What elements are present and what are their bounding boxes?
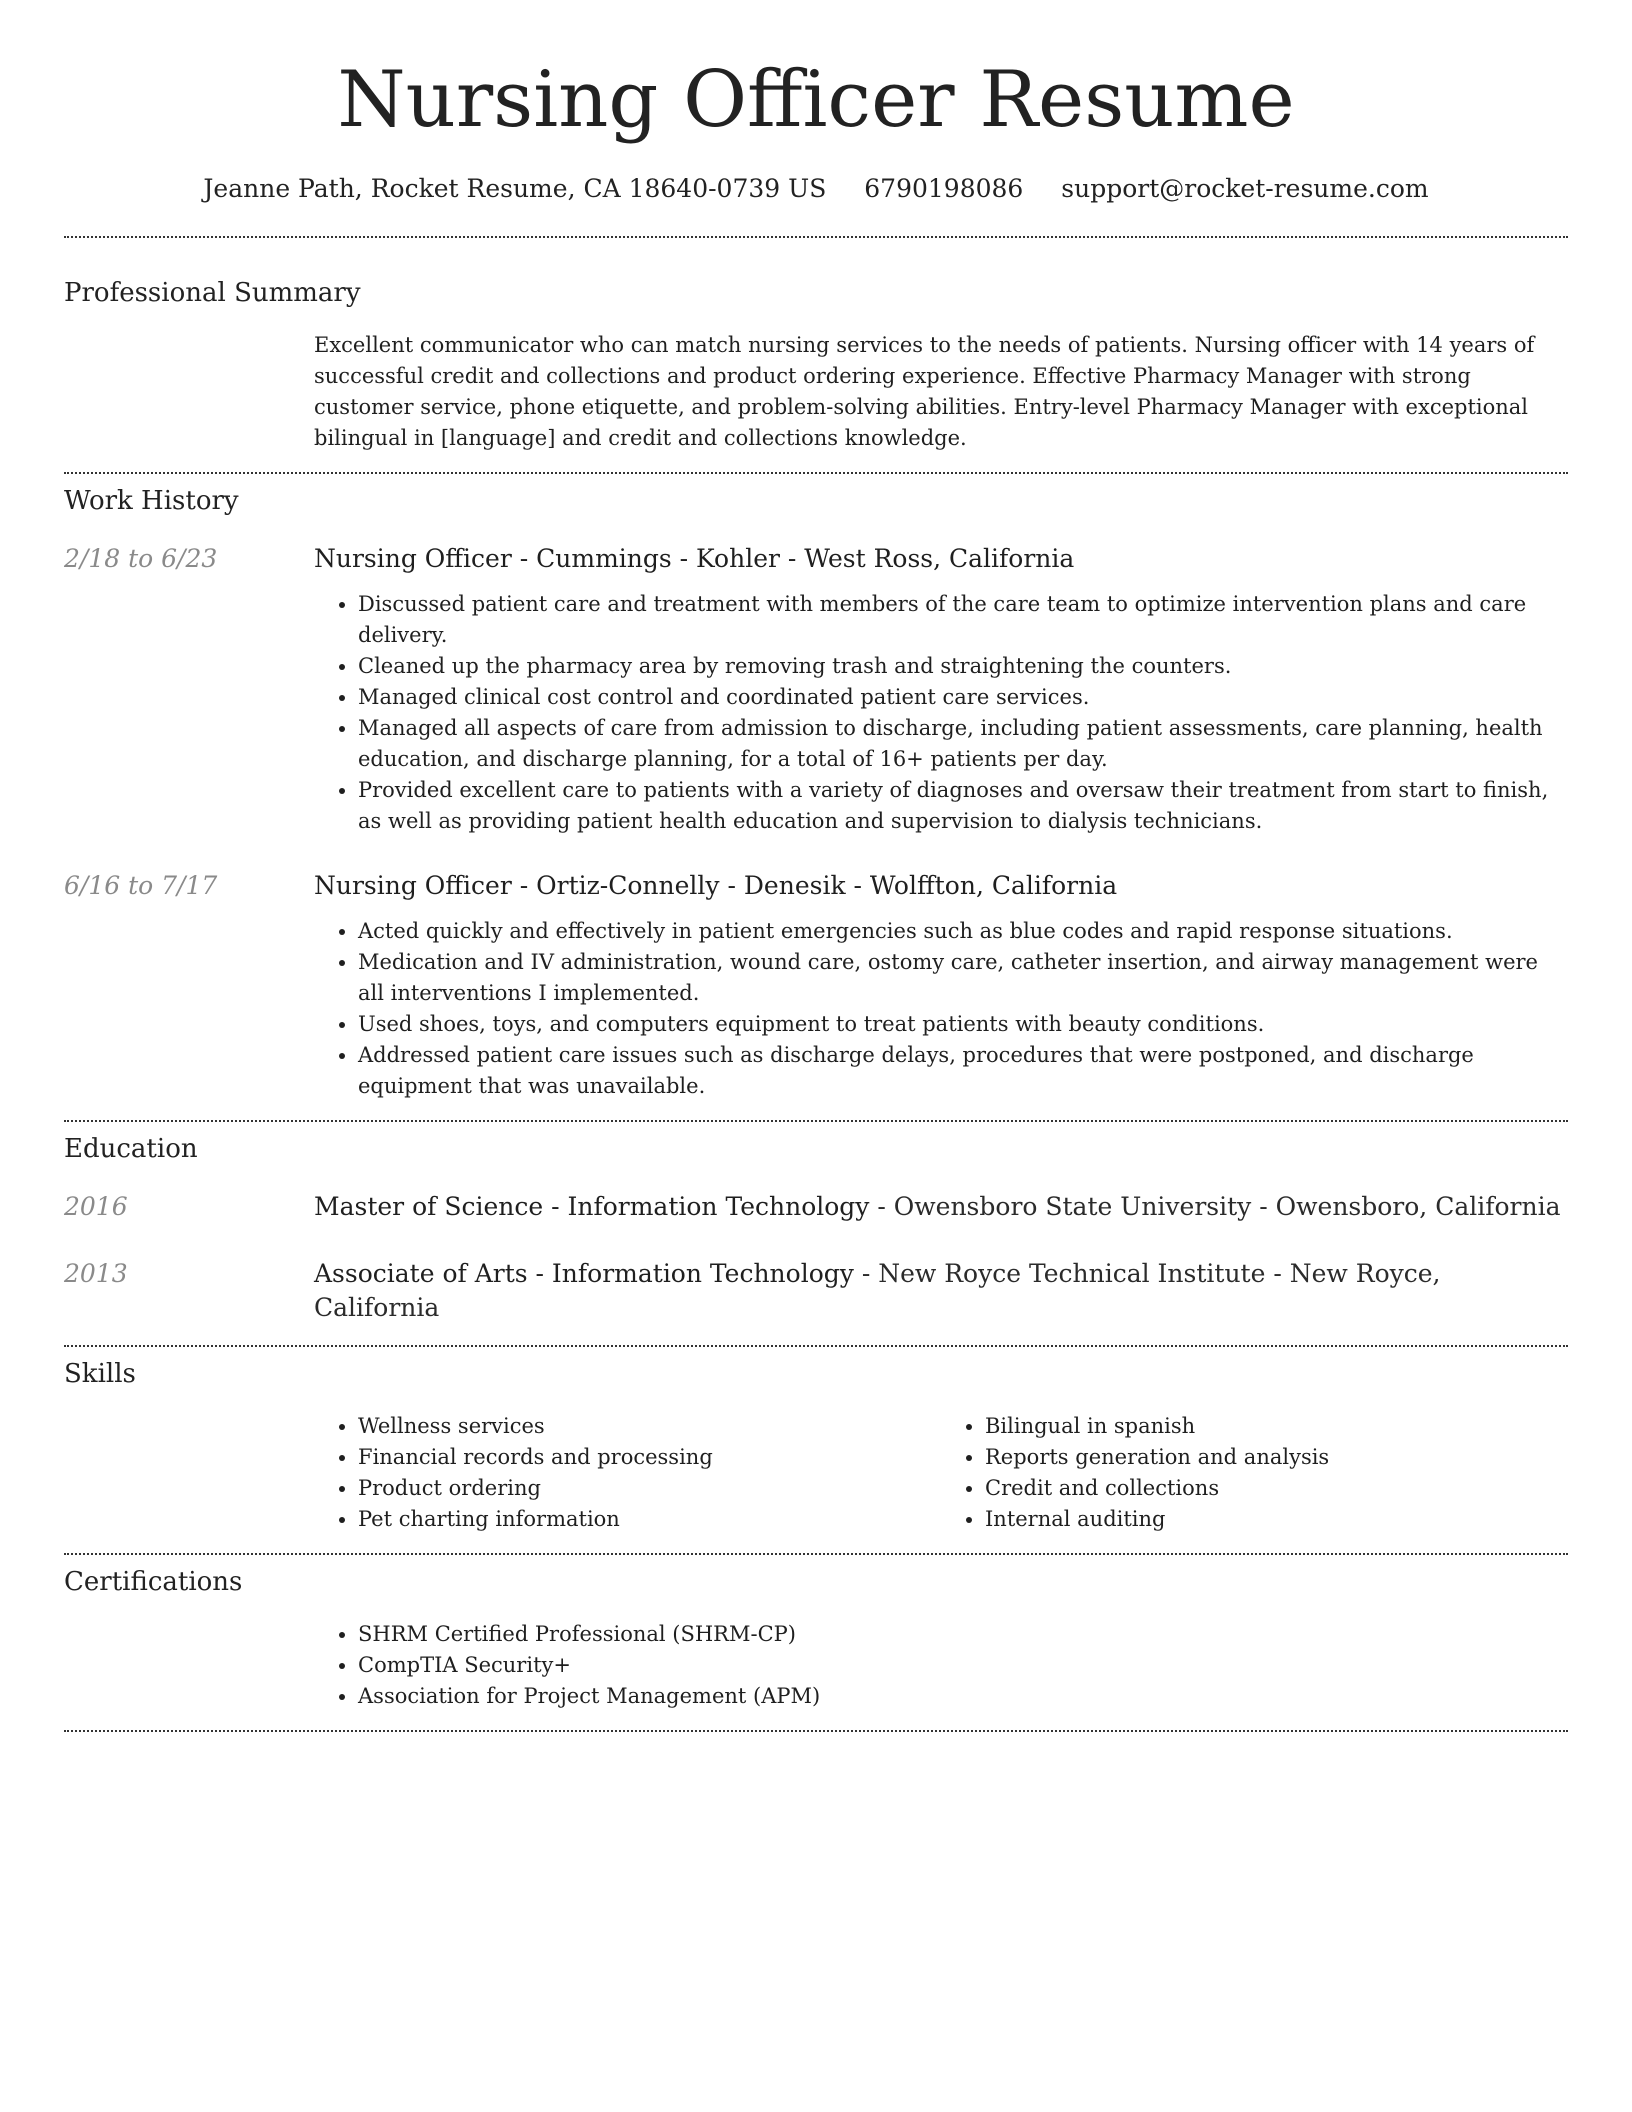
skills-column-left xyxy=(314,1411,941,1535)
education-title xyxy=(314,1190,1568,1224)
divider xyxy=(64,1120,1568,1122)
section-heading-skills: Skills xyxy=(64,1359,136,1389)
divider xyxy=(64,236,1568,238)
list-item: • Discussed patient care and treatment with members of the care team to optimize intervention plans and care delivery. xyxy=(358,589,1568,651)
list-item: • Cleaned up the pharmacy area by removing trash and straightening the counters. xyxy=(358,651,1568,682)
divider xyxy=(64,472,1568,474)
list-item: • Pet charting information xyxy=(358,1504,941,1535)
contact-email: support@rocket-resume.com xyxy=(1061,174,1429,203)
education-degree: Master of Science - Information Technology xyxy=(314,1192,870,1221)
job-dates: 2/18 to 6/23 xyxy=(64,544,218,573)
divider xyxy=(64,1345,1568,1347)
list-item: • SHRM Certified Professional (SHRM-CP) xyxy=(358,1619,1568,1650)
page-title: Nursing Officer Resume xyxy=(337,55,1295,145)
education-title xyxy=(314,1257,1568,1325)
list-item: • CompTIA Security+ xyxy=(358,1650,1568,1681)
education-school: - New Royce Technical Institute - New Royce, California xyxy=(314,1259,1441,1322)
contact-phone: 6790198086 xyxy=(864,174,1024,203)
list-item: • Addressed patient care issues such as discharge delays, procedures that were postponed, and discharge equipment that was unavailable. xyxy=(358,1040,1568,1102)
job-header xyxy=(64,869,1568,903)
list-item: • Internal auditing xyxy=(985,1504,1568,1535)
job-entry xyxy=(64,542,1568,837)
list-item: • Financial records and processing xyxy=(358,1442,941,1473)
contact-line xyxy=(64,172,1568,206)
resume-page xyxy=(64,0,1568,1732)
section-heading-summary: Professional Summary xyxy=(64,278,361,308)
education-degree: Associate of Arts - Information Technology xyxy=(314,1259,854,1288)
job-bullets xyxy=(314,916,1568,1102)
education-entry xyxy=(64,1257,1568,1325)
job-title: Nursing Officer - Cummings - Kohler - West Ross, California xyxy=(314,544,1075,573)
summary-text: Excellent communicator who can match nursing services to the needs of patients. Nursing officer with 14 years of successful credit and collections and product ordering experience. Effective Pharmacy Manager with strong customer service, phone etiquette, and problem-solving abilities. Entry-level Pharmacy Manager with exceptional bilingual in [language] and credit and collections knowledge. xyxy=(314,333,1535,450)
contact-address: Jeanne Path, Rocket Resume, CA 18640-0739 US xyxy=(203,174,827,203)
education-year: 2016 xyxy=(64,1192,128,1221)
job-bullets xyxy=(314,589,1568,837)
list-item: • Medication and IV administration, wound care, ostomy care, catheter insertion, and airway management were all interventions I implemented. xyxy=(358,947,1568,1009)
list-item: • Product ordering xyxy=(358,1473,941,1504)
section-heading-work: Work History xyxy=(64,486,239,516)
job-entry xyxy=(64,869,1568,1102)
education-entry xyxy=(64,1190,1568,1224)
education-year: 2013 xyxy=(64,1259,128,1288)
certifications-list xyxy=(314,1619,1568,1712)
section-heading-education: Education xyxy=(64,1134,198,1164)
education-school: - Owensboro State University - Owensboro, California xyxy=(869,1192,1561,1221)
list-item: • Managed all aspects of care from admission to discharge, including patient assessments, care planning, health education, and discharge planning, for a total of 16+ patients per day. xyxy=(358,713,1568,775)
job-header xyxy=(64,542,1568,576)
divider xyxy=(64,1553,1568,1555)
list-item: • Managed clinical cost control and coordinated patient care services. xyxy=(358,682,1568,713)
list-item: • Reports generation and analysis xyxy=(985,1442,1568,1473)
job-dates: 6/16 to 7/17 xyxy=(64,871,218,900)
divider xyxy=(64,1730,1568,1732)
skills-list xyxy=(314,1411,1568,1535)
list-item: • Acted quickly and effectively in patient emergencies such as blue codes and rapid response situations. xyxy=(358,916,1568,947)
list-item: • Association for Project Management (APM) xyxy=(358,1681,1568,1712)
job-title: Nursing Officer - Ortiz-Connelly - Denesik - Wolffton, California xyxy=(314,871,1118,900)
list-item: • Bilingual in spanish xyxy=(985,1411,1568,1442)
list-item: • Credit and collections xyxy=(985,1473,1568,1504)
section-heading-certifications: Certifications xyxy=(64,1567,243,1597)
list-item: • Wellness services xyxy=(358,1411,941,1442)
skills-column-right xyxy=(941,1411,1568,1535)
list-item: • Used shoes, toys, and computers equipment to treat patients with beauty conditions. xyxy=(358,1009,1568,1040)
list-item: • Provided excellent care to patients with a variety of diagnoses and oversaw their treatment from start to finish, as well as providing patient health education and supervision to dialysis technicians. xyxy=(358,775,1568,837)
